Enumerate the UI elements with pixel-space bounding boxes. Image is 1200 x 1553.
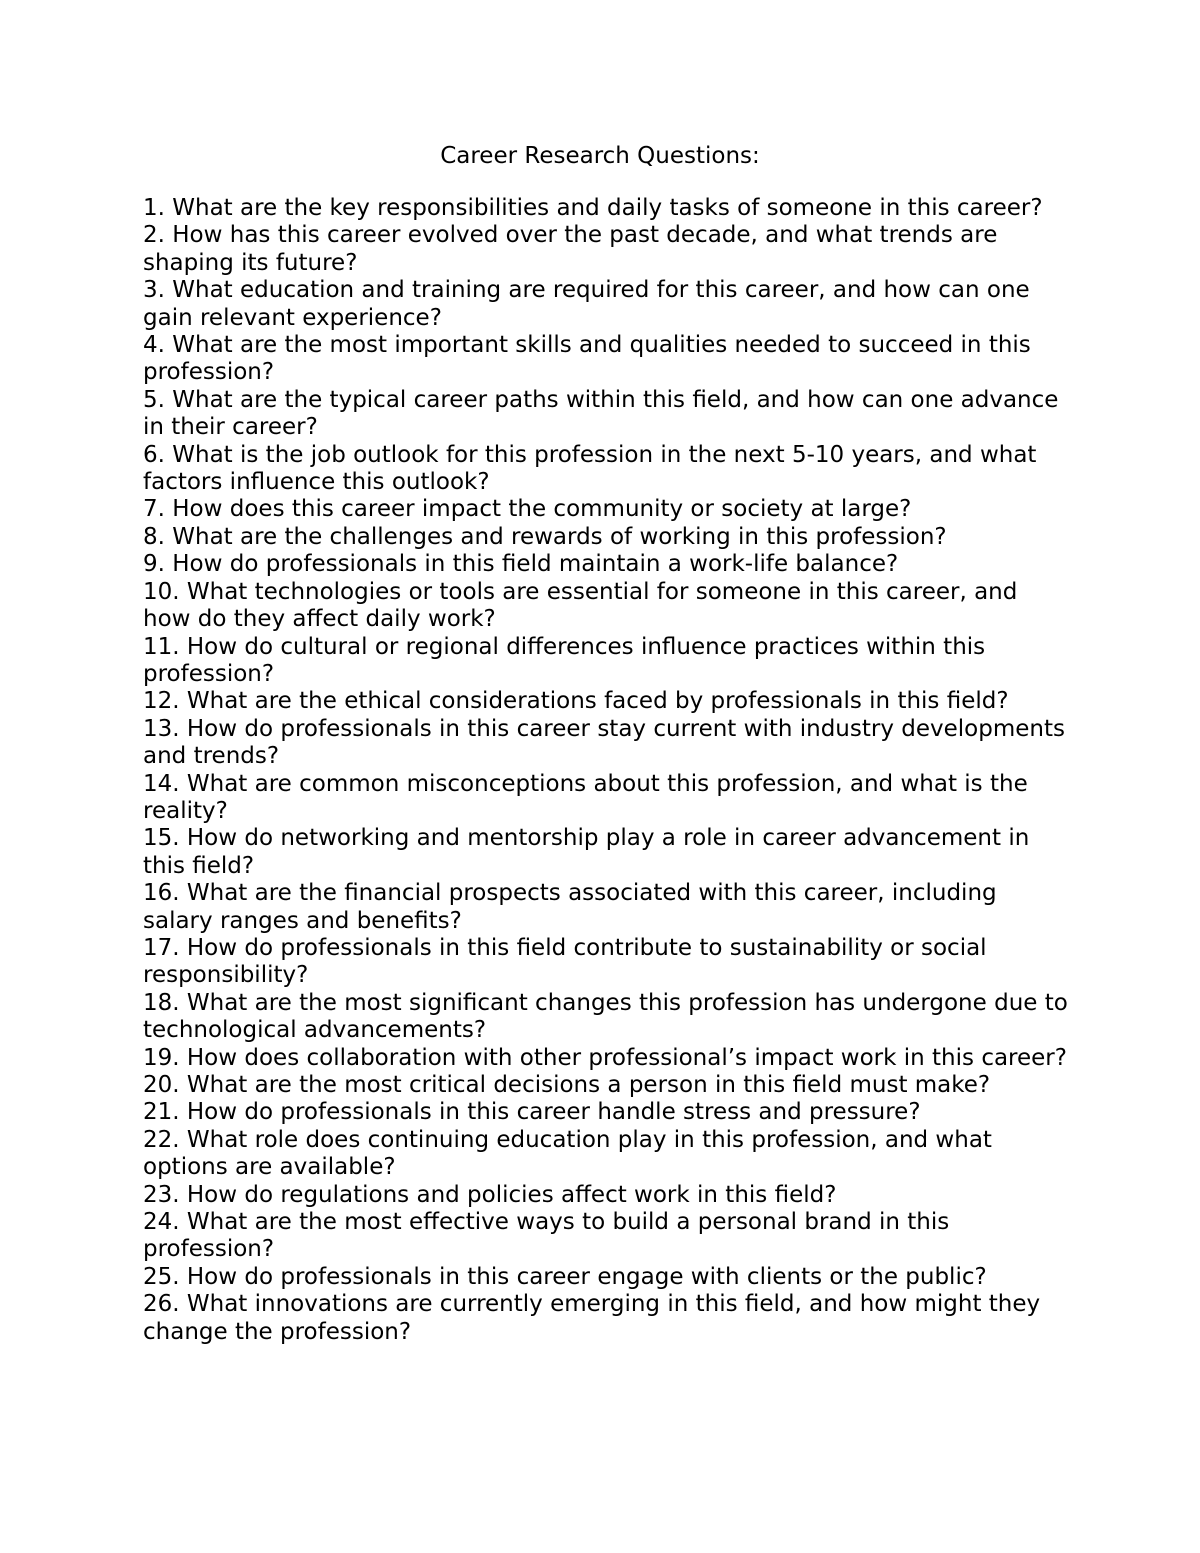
question-item: 16. What are the financial prospects associated with this career, including salary ranges and benefits? [143, 880, 997, 934]
question-item: 23. How do regulations and policies affect work in this field? [143, 1181, 837, 1208]
question-item: 24. What are the most effective ways to build a personal brand in this profession? [143, 1209, 950, 1263]
question-item: 14. What are common misconceptions about this profession, and what is the reality? [143, 770, 1028, 824]
question-item: 4. What are the most important skills and qualities needed to succeed in this profession? [143, 332, 1031, 386]
question-item: 6. What is the job outlook for this profession in the next 5-10 years, and what factors influence this outlook? [143, 441, 1037, 496]
question-item: 17. How do professionals in this field contribute to sustainability or social responsibility? [143, 934, 987, 989]
question-item: 21. How do professionals in this career handle stress and pressure? [143, 1099, 921, 1126]
question-item: 26. What innovations are currently emerging in this field, and how might they change the profession? [143, 1291, 1041, 1345]
question-item: 11. How do cultural or regional differences influence practices within this profession? [143, 633, 986, 687]
question-item: 19. How does collaboration with other professional’s impact work in this career? [143, 1044, 1067, 1071]
question-item: 12. What are the ethical considerations faced by professionals in this field? [143, 688, 1009, 715]
question-item: 13. How do professionals in this career stay current with industry developments and trends? [143, 715, 1065, 770]
question-item: 5. What are the typical career paths within this field, and how can one advance in their career? [143, 386, 1059, 441]
question-item: 10. What technologies or tools are essential for someone in this career, and how do they affect daily work? [143, 578, 1018, 633]
question-item: 18. What are the most significant changes this profession has undergone due to technological advancements? [143, 989, 1068, 1044]
question-item: 2. How has this career evolved over the past decade, and what trends are shaping its future? [143, 222, 998, 276]
question-item: 9. How do professionals in this field maintain a work-life balance? [143, 551, 899, 578]
question-item: 20. What are the most critical decisions a person in this field must make? [143, 1072, 991, 1098]
question-item: 3. What education and training are required for this career, and how can one gain relevant experience? [143, 277, 1030, 331]
question-item: 15. How do networking and mentorship play a role in career advancement in this field? [143, 825, 1030, 879]
question-list [143, 195, 1068, 1346]
page-title: Career Research Questions: [440, 143, 760, 169]
question-item: 25. How do professionals in this career engage with clients or the public? [143, 1263, 987, 1290]
question-item: 8. What are the challenges and rewards of working in this profession? [143, 523, 947, 550]
question-item: 1. What are the key responsibilities and daily tasks of someone in this career? [143, 195, 1043, 221]
question-item: 7. How does this career impact the community or society at large? [143, 496, 912, 523]
question-item: 22. What role does continuing education play in this profession, and what options are available? [143, 1126, 992, 1181]
